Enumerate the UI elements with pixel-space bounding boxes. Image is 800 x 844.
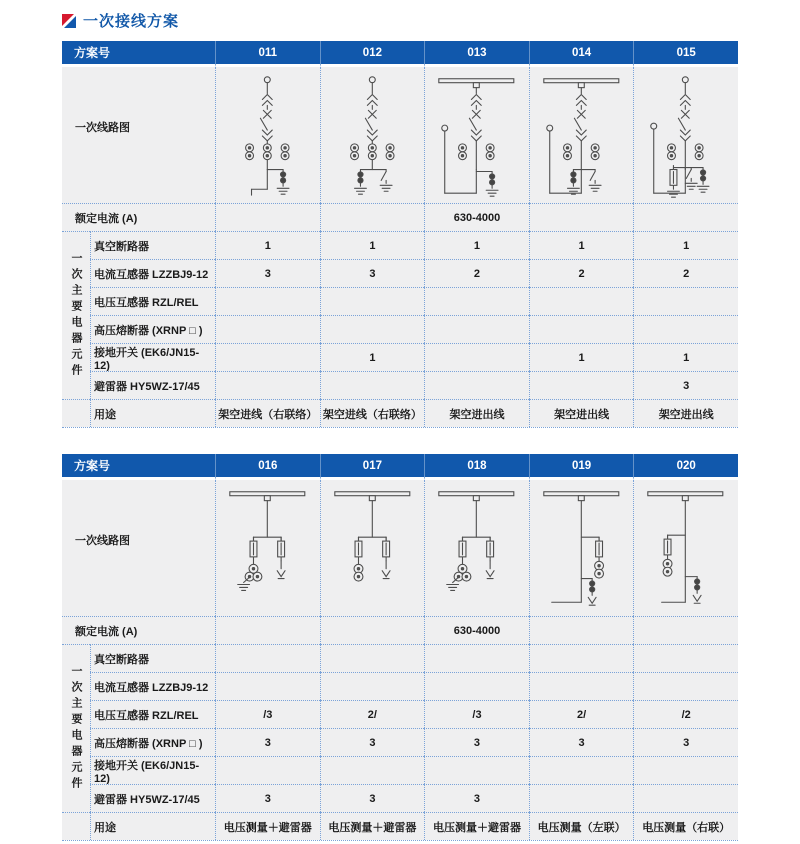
usage-value: 电压测量＋避雷器: [215, 812, 320, 840]
component-count: [633, 756, 738, 784]
diagram-cell: [529, 67, 634, 203]
single-line-diagram: [321, 481, 425, 615]
rated-current-value: [633, 616, 738, 644]
single-line-diagram: [321, 68, 425, 202]
diagram-cell: [424, 480, 529, 616]
rated-current-value: [215, 203, 320, 231]
diagram-cell: [320, 480, 425, 616]
scheme-table-011-015: [62, 41, 738, 428]
single-line-diagram: [216, 68, 320, 202]
usage-value: 架空进出线: [424, 399, 529, 427]
diagram-cell: [633, 67, 738, 203]
component-count: [424, 315, 529, 343]
component-count: 1: [529, 231, 634, 259]
component-count: [529, 287, 634, 315]
usage-value: 电压测量（右联）: [633, 812, 738, 840]
component-count: [215, 756, 320, 784]
diagram-row-label: 一次线路图: [62, 480, 215, 616]
section-title: [62, 10, 738, 31]
flag-icon-shape: [62, 14, 76, 28]
component-count: 3: [424, 728, 529, 756]
component-count: 1: [633, 343, 738, 371]
component-count: [320, 315, 425, 343]
component-count: [424, 343, 529, 371]
component-row-label: 电压互感器 RZL/REL: [90, 287, 215, 315]
scheme-number: 018: [424, 454, 529, 480]
scheme-number: 020: [633, 454, 738, 480]
scheme-number-header-label: 方案号: [62, 454, 215, 480]
diagram-cell: [633, 480, 738, 616]
component-count: 3: [633, 728, 738, 756]
scheme-number: 014: [529, 41, 634, 67]
component-count: [320, 756, 425, 784]
component-count: 3: [633, 371, 738, 399]
usage-value: 架空进线（右联络）: [320, 399, 425, 427]
component-row-label: 真空断路器: [90, 644, 215, 672]
single-line-diagram: [634, 481, 738, 615]
component-count: [424, 672, 529, 700]
component-row-label: 高压熔断器 (XRNP □ ): [90, 728, 215, 756]
scheme-number: 012: [320, 41, 425, 67]
component-count: 3: [215, 784, 320, 812]
rated-current-value: 630-4000: [424, 203, 529, 231]
component-count: [529, 672, 634, 700]
usage-value: 架空进线（右联络）: [215, 399, 320, 427]
usage-row-label: 用途: [90, 399, 215, 427]
component-count: [215, 287, 320, 315]
component-count: [633, 644, 738, 672]
component-count: 3: [529, 728, 634, 756]
scheme-number: 011: [215, 41, 320, 67]
component-count: [320, 644, 425, 672]
component-count: 2: [424, 259, 529, 287]
component-count: [633, 287, 738, 315]
component-count: [424, 371, 529, 399]
page-title: 一次接线方案: [83, 13, 180, 30]
component-count: [320, 287, 425, 315]
component-count: 2: [529, 259, 634, 287]
usage-value: 电压测量＋避雷器: [424, 812, 529, 840]
rated-current-value: [633, 203, 738, 231]
component-count: 3: [320, 259, 425, 287]
rated-current-label: 额定电流 (A): [62, 616, 215, 644]
component-count: [320, 672, 425, 700]
scheme-number-header-label: 方案号: [62, 41, 215, 67]
usage-value: 电压测量＋避雷器: [320, 812, 425, 840]
rated-current-value: [320, 616, 425, 644]
component-count: [529, 756, 634, 784]
component-count: /2: [633, 700, 738, 728]
single-line-diagram: [425, 481, 529, 615]
rated-current-value: 630-4000: [424, 616, 529, 644]
component-count: [424, 756, 529, 784]
component-count: 3: [424, 784, 529, 812]
component-count: [320, 371, 425, 399]
usage-value: 架空进出线: [633, 399, 738, 427]
component-count: [215, 644, 320, 672]
component-count: [215, 343, 320, 371]
usage-row-spacer: [62, 812, 90, 840]
component-count: 2/: [529, 700, 634, 728]
rated-current-value: [529, 203, 634, 231]
component-row-label: 高压熔断器 (XRNP □ ): [90, 315, 215, 343]
component-count: [529, 644, 634, 672]
usage-value: 架空进出线: [529, 399, 634, 427]
component-row-label: 电压互感器 RZL/REL: [90, 700, 215, 728]
component-count: [633, 672, 738, 700]
usage-value: 电压测量（左联）: [529, 812, 634, 840]
component-count: [633, 315, 738, 343]
component-row-label: 电流互感器 LZZBJ9-12: [90, 259, 215, 287]
component-count: /3: [424, 700, 529, 728]
component-row-label: 接地开关 (EK6/JN15-12): [90, 343, 215, 371]
rated-current-value: [529, 616, 634, 644]
component-count: [424, 644, 529, 672]
component-count: /3: [215, 700, 320, 728]
diagram-row-label: 一次线路图: [62, 67, 215, 203]
component-count: 1: [320, 343, 425, 371]
component-count: 1: [320, 231, 425, 259]
single-line-diagram: [216, 481, 320, 615]
rated-current-value: [320, 203, 425, 231]
component-count: 2: [633, 259, 738, 287]
rated-current-label: 额定电流 (A): [62, 203, 215, 231]
component-row-label: 真空断路器: [90, 231, 215, 259]
component-count: 1: [633, 231, 738, 259]
scheme-table-016-020: [62, 454, 738, 841]
component-count: 3: [215, 259, 320, 287]
single-line-diagram: [530, 481, 634, 615]
component-count: 3: [320, 728, 425, 756]
scheme-number: 013: [424, 41, 529, 67]
scheme-number: 017: [320, 454, 425, 480]
diagram-cell: [215, 480, 320, 616]
usage-row-label: 用途: [90, 812, 215, 840]
diagram-cell: [424, 67, 529, 203]
rated-current-value: [215, 616, 320, 644]
component-count: [529, 315, 634, 343]
single-line-diagram: [425, 68, 529, 202]
single-line-diagram: [530, 68, 634, 202]
scheme-number: 019: [529, 454, 634, 480]
component-count: 2/: [320, 700, 425, 728]
scheme-number: 016: [215, 454, 320, 480]
component-count: [215, 315, 320, 343]
component-count: 1: [215, 231, 320, 259]
diagram-cell: [529, 480, 634, 616]
component-count: 3: [320, 784, 425, 812]
component-count: [215, 371, 320, 399]
component-row-label: 避雷器 HY5WZ-17/45: [90, 371, 215, 399]
component-row-label: 电流互感器 LZZBJ9-12: [90, 672, 215, 700]
component-count: 3: [215, 728, 320, 756]
section-flag-icon: [62, 14, 76, 28]
component-row-label: 避雷器 HY5WZ-17/45: [90, 784, 215, 812]
single-line-diagram: [634, 68, 738, 202]
usage-row-spacer: [62, 399, 90, 427]
scheme-number: 015: [633, 41, 738, 67]
component-group-label: 一次主要电器元件: [62, 231, 90, 399]
diagram-cell: [215, 67, 320, 203]
component-count: 1: [424, 231, 529, 259]
component-count: [529, 371, 634, 399]
component-count: [424, 287, 529, 315]
component-row-label: 接地开关 (EK6/JN15-12): [90, 756, 215, 784]
component-group-label: 一次主要电器元件: [62, 644, 90, 812]
component-count: [633, 784, 738, 812]
component-count: [529, 784, 634, 812]
component-count: [215, 672, 320, 700]
component-count: 1: [529, 343, 634, 371]
diagram-cell: [320, 67, 425, 203]
